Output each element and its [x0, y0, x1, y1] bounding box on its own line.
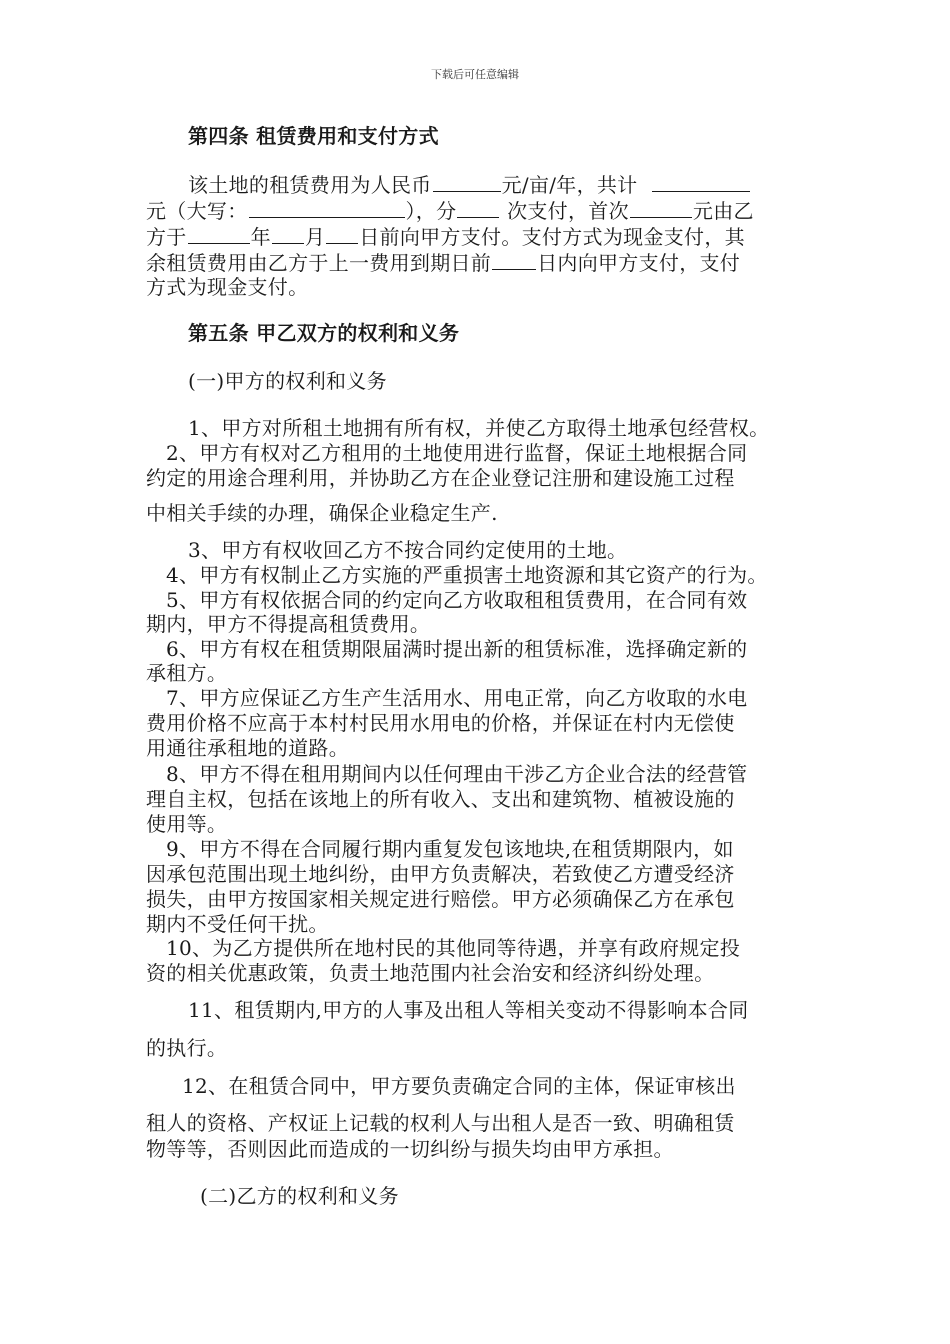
clause-line: 6、甲方有权在租赁期限届满时提出新的租赁标准，选择确定新的 [166, 637, 748, 661]
clause-line: 租人的资格、产权证上记载的权利人与出租人是否一致、明确租赁 [146, 1111, 735, 1135]
clause-line: 期内，甲方不得提高租赁费用。 [146, 612, 431, 636]
clause-line: 理自主权，包括在该地上的所有收入、支出和建筑物、植被设施的 [146, 787, 735, 811]
article4-line1 [188, 172, 751, 197]
blank-field [492, 250, 536, 270]
text: 元（大写： [146, 199, 248, 223]
article4-line4 [146, 250, 740, 275]
clause-line: 1、甲方对所租土地拥有所有权，并使乙方取得土地承包经营权。 [188, 416, 770, 440]
text: ），分 [405, 199, 457, 223]
text: 方于 [146, 225, 187, 249]
clause-line: 中相关手续的办理，确保企业稳定生产. [146, 501, 498, 525]
clause-line: 使用等。 [146, 812, 228, 836]
blank-field [326, 224, 358, 244]
text: 次支付，首次 [507, 199, 629, 223]
text: 日前向甲方支付。支付方式为现金支付，其 [359, 225, 745, 249]
clause-line: 因承包范围出现土地纠纷，由甲方负责解决，若致使乙方遭受经济 [146, 862, 735, 886]
blank-field [433, 172, 501, 192]
text: 余租赁费用由乙方于上一费用到期日前 [146, 251, 492, 275]
text: 年 [250, 225, 271, 249]
clause-line: 损失，由甲方按国家相关规定进行赔偿。甲方必须确保乙方在承包 [146, 887, 735, 911]
text: 日内向甲方支付，支付 [537, 251, 741, 275]
subsection-party-b: (二)乙方的权利和义务 [200, 1184, 399, 1208]
blank-field [652, 172, 750, 192]
clause-line: 费用价格不应高于本村村民用水用电的价格，并保证在村内无偿使 [146, 711, 735, 735]
blank-field [249, 198, 405, 218]
clause-line: 12、在租赁合同中，甲方要负责确定合同的主体，保证审核出 [182, 1074, 736, 1098]
clause-line: 7、甲方应保证乙方生产生活用水、用电正常，向乙方收取的水电 [166, 686, 748, 710]
clause-line: 11、租赁期内,甲方的人事及出租人等相关变动不得影响本合同 [188, 998, 749, 1022]
blank-field [457, 198, 499, 218]
clause-line: 9、甲方不得在合同履行期内重复发包该地块,在租赁期限内，如 [166, 837, 734, 861]
clause-line: 用通往承租地的道路。 [146, 736, 349, 760]
clause-line: 5、甲方有权依据合同的约定向乙方收取租租赁费用，在合同有效 [166, 588, 748, 612]
text: 该土地的租赁费用为人民币 [188, 173, 432, 197]
clause-line: 8、甲方不得在租用期间内以任何理由干涉乙方企业合法的经营管 [166, 762, 748, 786]
article4-title: 第四条 租赁费用和支付方式 [188, 124, 439, 148]
clause-line: 3、甲方有权收回乙方不按合同约定使用的土地。 [188, 538, 628, 562]
article4-line5: 方式为现金支付。 [146, 275, 309, 299]
text: 元/亩/年，共计 [501, 173, 638, 197]
article4-line3 [146, 224, 745, 249]
clause-line: 2、甲方有权对乙方租用的土地使用进行监督，保证土地根据合同 [166, 441, 748, 465]
clause-line: 期内不受任何干扰。 [146, 912, 329, 936]
clause-line: 10、为乙方提供所在地村民的其他同等待遇，并享有政府规定投 [166, 936, 741, 960]
article4-line2 [146, 198, 754, 223]
clause-line: 资的相关优惠政策，负责土地范围内社会治安和经济纠纷处理。 [146, 961, 715, 985]
blank-field [272, 224, 304, 244]
clause-line: 承租方。 [146, 661, 228, 685]
subsection-party-a: (一)甲方的权利和义务 [188, 369, 387, 393]
text: 月 [304, 225, 326, 249]
clause-line: 的执行。 [146, 1036, 228, 1060]
text: 元由乙 [692, 199, 754, 223]
blank-field [630, 198, 692, 218]
clause-line: 约定的用途合理利用，并协助乙方在企业登记注册和建设施工过程 [146, 466, 735, 490]
clause-line: 物等等，否则因此而造成的一切纠纷与损失均由甲方承担。 [146, 1137, 674, 1161]
blank-field [188, 224, 250, 244]
page-header: 下载后可任意编辑 [431, 68, 519, 81]
clause-line: 4、甲方有权制止乙方实施的严重损害土地资源和其它资产的行为。 [166, 563, 768, 587]
article5-title: 第五条 甲乙双方的权利和义务 [188, 321, 460, 345]
